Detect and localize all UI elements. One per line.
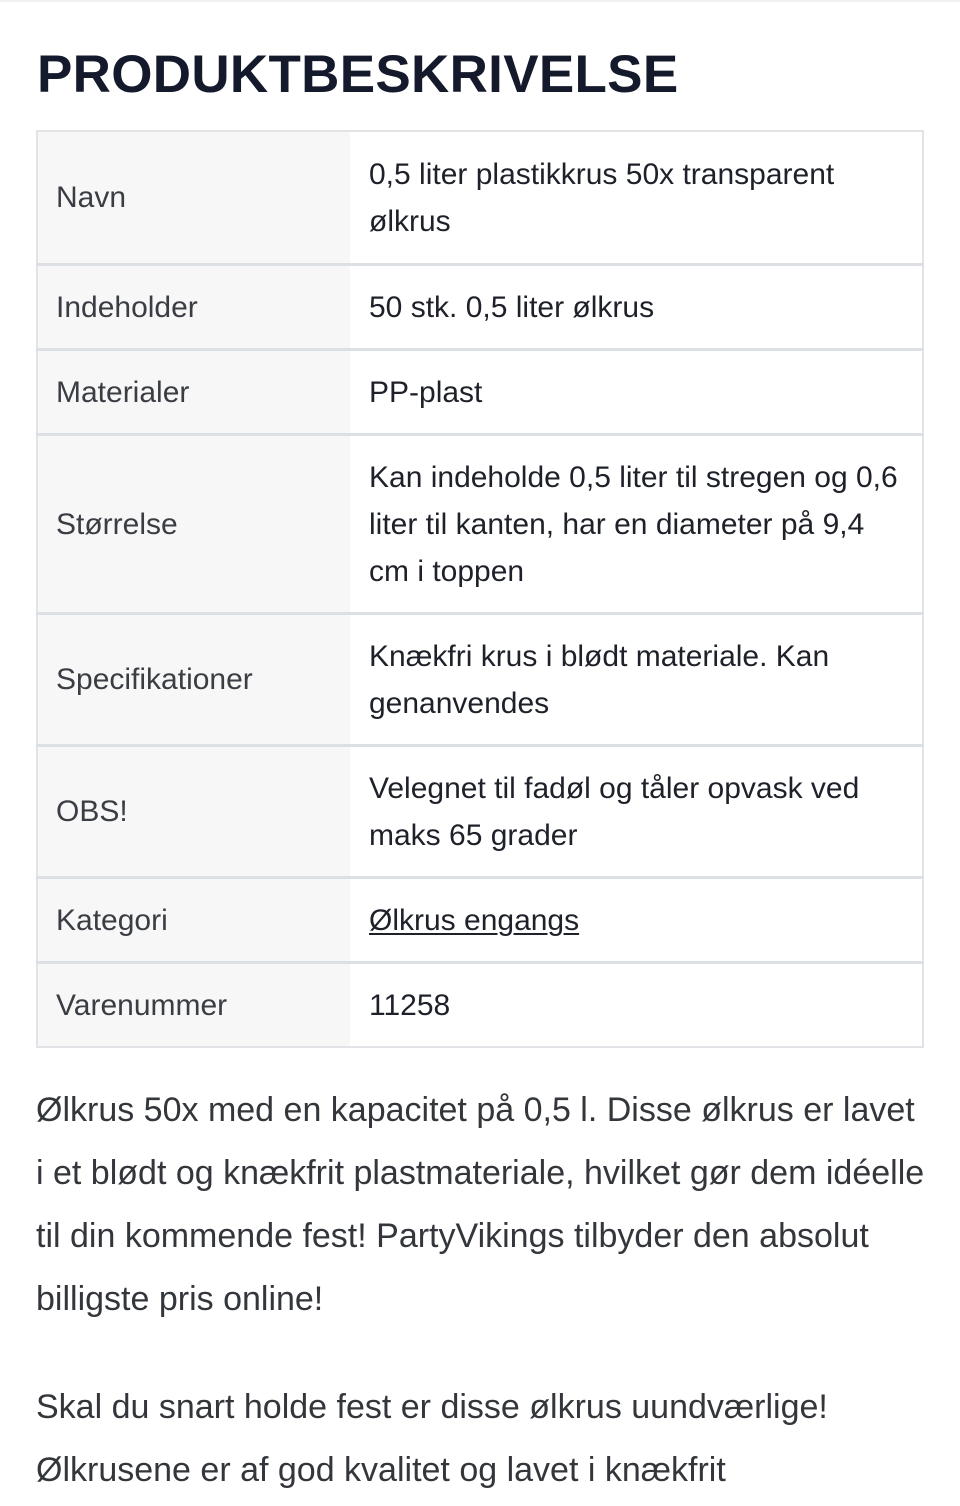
spec-label-obs: OBS! <box>37 746 350 878</box>
spec-value-indeholder: 50 stk. 0,5 liter ølkrus <box>350 265 923 350</box>
table-row <box>37 614 923 746</box>
table-row <box>37 746 923 878</box>
spec-value-varenummer: 11258 <box>350 963 923 1048</box>
table-row <box>37 350 923 435</box>
spec-label-navn: Navn <box>37 131 350 265</box>
description-paragraph-1: Ølkrus 50x med en kapacitet på 0,5 l. Disse ølkrus er lavet i et blødt og knækfrit plastmateriale, hvilket gør dem idéelle til din kommende fest! PartyVikings tilbyder den absolut billigste pris online! <box>36 1091 925 1318</box>
spec-value-materialer: PP-plast <box>350 350 923 435</box>
spec-value-kategori <box>350 878 923 963</box>
spec-label-kategori: Kategori <box>37 878 350 963</box>
spec-label-varenummer: Varenummer <box>37 963 350 1048</box>
spec-label-indeholder: Indeholder <box>37 265 350 350</box>
spec-label-specifikationer: Specifikationer <box>37 614 350 746</box>
table-row <box>37 878 923 963</box>
product-spec-table <box>36 130 924 1048</box>
spec-value-stoerrelse: Kan indeholde 0,5 liter til stregen og 0,6 liter til kanten, har en diameter på 9,4 cm i toppen <box>350 435 923 614</box>
spec-value-specifikationer: Knækfri krus i blødt materiale. Kan genanvendes <box>350 614 923 746</box>
page-title: PRODUKTBESKRIVELSE <box>37 45 679 104</box>
spec-label-stoerrelse: Størrelse <box>37 435 350 614</box>
table-row <box>37 435 923 614</box>
spec-value-navn: 0,5 liter plastikkrus 50x transparent ølkrus <box>350 131 923 265</box>
spec-label-materialer: Materialer <box>37 350 350 435</box>
table-row <box>37 963 923 1048</box>
spec-value-obs: Velegnet til fadøl og tåler opvask ved maks 65 grader <box>350 746 923 878</box>
category-link[interactable]: Ølkrus engangs <box>369 903 580 937</box>
table-row <box>37 131 923 265</box>
description-paragraph-2: Skal du snart holde fest er disse ølkrus uundværlige! Ølkrusene er af god kvalitet og lavet i knækfrit <box>36 1388 828 1489</box>
top-divider <box>0 0 960 2</box>
table-row <box>37 265 923 350</box>
